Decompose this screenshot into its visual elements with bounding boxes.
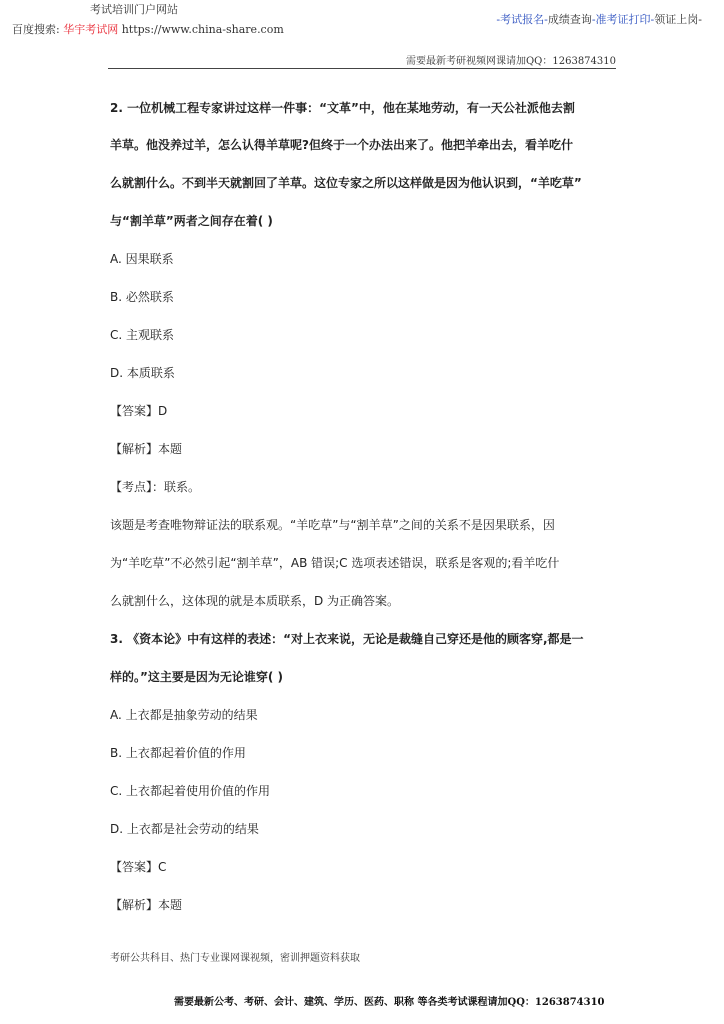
score-query-link[interactable]: 成绩查询 <box>547 13 592 26</box>
text-line: 【答案】D <box>110 404 168 418</box>
certificate-link[interactable]: 领证上岗- <box>654 13 702 26</box>
exam-registration-link[interactable]: -考试报名- <box>496 13 548 26</box>
text-line: 【解析】本题 <box>110 898 183 912</box>
text-line: D. 上衣都是社会劳动的结果 <box>110 822 259 836</box>
text-line: B. 上衣都起着价值的作用 <box>110 746 246 760</box>
admission-ticket-link[interactable]: -准考证打印- <box>591 13 655 26</box>
footer-note: 考研公共科目、热门专业课网课视频，密训押题资料获取 <box>110 953 360 964</box>
text-line: 【考点】：联系。 <box>110 480 201 494</box>
text-line: 与“割羊草”两者之间存在着( ) <box>110 214 273 228</box>
search-label: 百度搜索: <box>12 23 60 36</box>
text-line: 3. 《资本论》中有这样的表述：“对上衣来说，无论是裁缝自己穿还是他的顾客穿,都是一 <box>110 632 584 646</box>
text-line: 【答案】C <box>110 860 167 874</box>
header-divider <box>108 68 616 69</box>
text-line: 羊草。他没养过羊，怎么认得羊草呢?但终于一个办法出来了。他把羊牵出去，看羊吃什 <box>110 138 573 152</box>
search-brand-link[interactable]: 华宇考试网 <box>63 23 119 36</box>
top-nav-links <box>496 11 702 27</box>
baidu-search-row <box>12 21 284 37</box>
text-line: 么就割什么，这体现的就是本质联系，D 为正确答案。 <box>110 594 400 608</box>
text-line: C. 上衣都起着使用价值的作用 <box>110 784 271 798</box>
text-line: A. 上衣都是抽象劳动的结果 <box>110 708 258 722</box>
text-line: B. 必然联系 <box>110 290 174 304</box>
text-line: 为“羊吃草”不必然引起“割羊草”，AB 错误;C 选项表述错误，联系是客观的;看羊吃什 <box>110 556 560 570</box>
text-line: 该题是考查唯物辩证法的联系观。“羊吃草”与“割羊草”之间的关系不是因果联系，因 <box>110 518 555 532</box>
header-contact: 需要最新考研视频网课请加QQ：1263874310 <box>405 56 616 67</box>
text-line: D. 本质联系 <box>110 366 175 380</box>
text-line: A. 因果联系 <box>110 252 174 266</box>
footer-contact: 需要最新公考、考研、会计、建筑、学历、医药、职称 等各类考试课程请加QQ：1263874310 <box>174 997 605 1008</box>
site-title: 考试培训门户网站 <box>90 3 178 16</box>
text-line: 样的。”这主要是因为无论谁穿( ) <box>110 670 284 684</box>
text-line: 么就割什么。不到半天就割回了羊草。这位专家之所以这样做是因为他认识到，“羊吃草” <box>110 176 582 190</box>
text-line: 2. 一位机械工程专家讲过这样一件事：“文革”中，他在某地劳动，有一天公社派他去割 <box>110 101 575 115</box>
text-line: 【解析】本题 <box>110 442 183 456</box>
text-line: C. 主观联系 <box>110 328 175 342</box>
site-url[interactable]: https://www.china-share.com <box>121 23 284 36</box>
